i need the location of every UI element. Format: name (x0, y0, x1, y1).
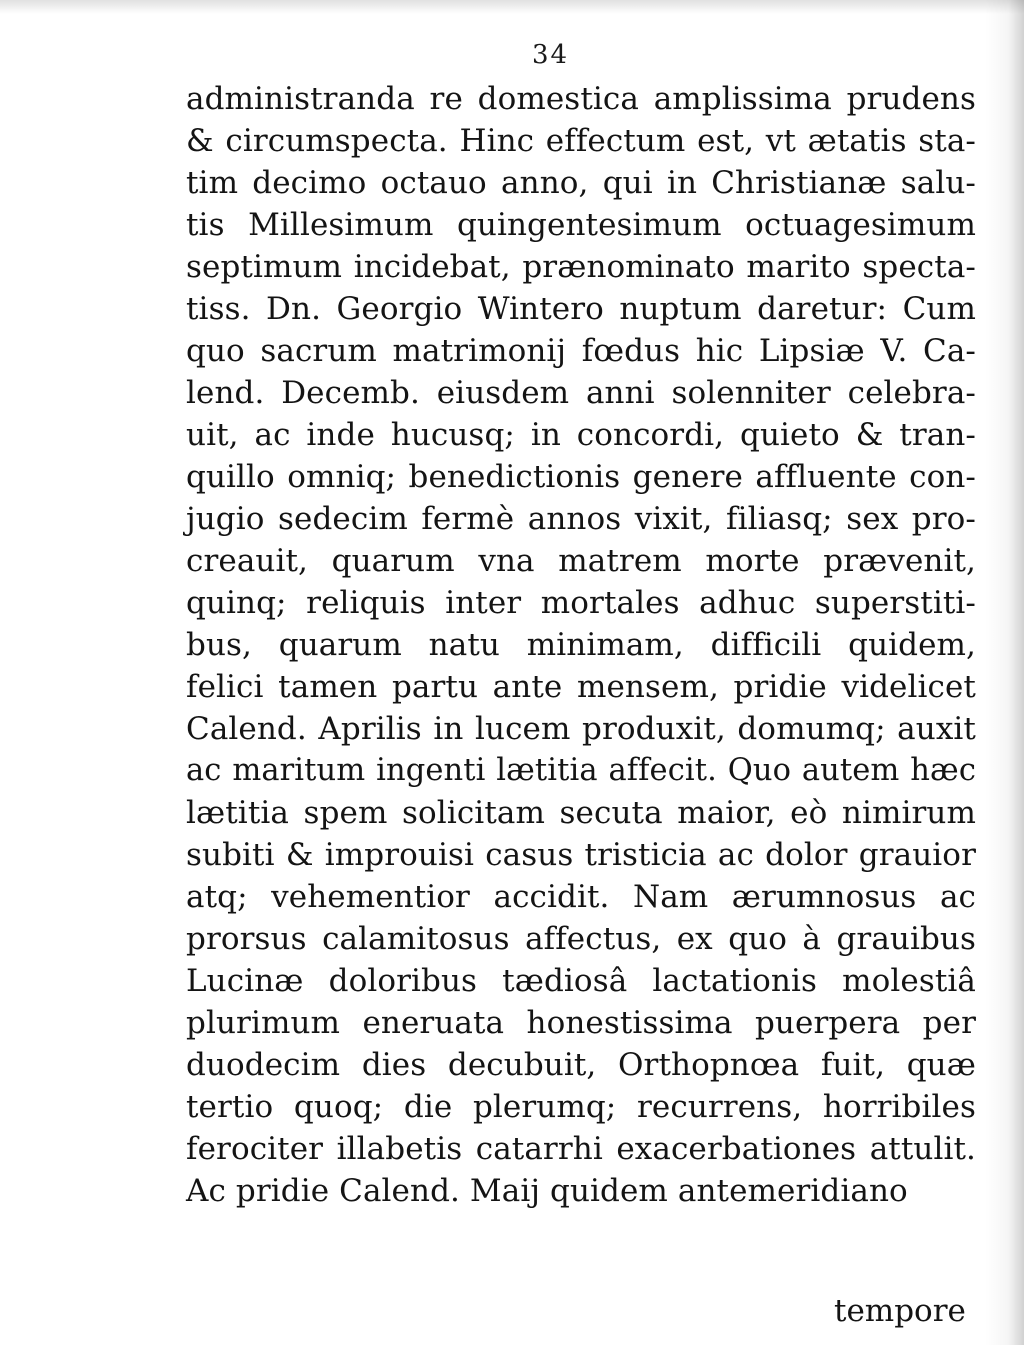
catchword: tempore (834, 1293, 966, 1329)
text-line: atq; vehementior accidit. Nam ærumnosus ac (186, 879, 976, 915)
text-line: ferociter illabetis catarrhi exacerbationes attulit. (186, 1131, 976, 1167)
text-line: Lucinæ doloribus tædiosâ lactationis molestiâ (186, 963, 976, 999)
text-line: lend. Decemb. eiusdem anni solenniter celebra- (186, 375, 976, 411)
text-line: tertio quoq; die plerumq; recurrens, horribiles (186, 1089, 976, 1125)
text-line: tiss. Dn. Georgio Wintero nuptum daretur: Cum (186, 291, 976, 327)
text-line: septimum incidebat, prænominato marito specta- (186, 249, 976, 285)
text-line: uit, ac inde hucusq; in concordi, quieto & tran- (186, 417, 976, 453)
text-line: Ac pridie Calend. Maij quidem antemeridiano (186, 1173, 908, 1209)
text-line: prorsus calamitosus affectus, ex quo à grauibus (186, 921, 976, 957)
text-line: tim decimo octauo anno, qui in Christianæ salu- (186, 165, 976, 201)
text-line: ac maritum ingenti lætitia affecit. Quo autem hæc (186, 753, 976, 788)
text-line: bus, quarum natu minimam, difficili quidem, (186, 627, 976, 663)
text-line: quillo omniq; benedictionis genere affluente con- (186, 459, 976, 495)
text-line: Calend. Aprilis in lucem produxit, domumq; auxit (186, 711, 976, 747)
text-line: quo sacrum matrimonij fœdus hic Lipsiæ V. Ca- (186, 333, 976, 369)
text-line: duodecim dies decubuit, Orthopnœa fuit, quæ (186, 1047, 976, 1083)
text-line: jugio sedecim fermè annos vixit, filiasq; sex pro- (186, 501, 976, 537)
body-text (186, 78, 976, 1212)
text-line: administranda re domestica amplissima prudens (186, 81, 976, 117)
text-line: quinq; reliquis inter mortales adhuc superstiti- (186, 585, 976, 621)
text-line: plurimum eneruata honestissima puerpera per (186, 1005, 976, 1041)
text-line: felici tamen partu ante mensem, pridie videlicet (186, 669, 976, 705)
page-number: 34 (532, 40, 570, 70)
text-line: tis Millesimum quingentesimum octuagesimum (186, 207, 976, 243)
text-line: creauit, quarum vna matrem morte prævenit, (186, 543, 976, 579)
text-line: & circumspecta. Hinc effectum est, vt ætatis sta- (186, 123, 976, 159)
text-line: subiti & improuisi casus tristicia ac dolor grauior (186, 837, 976, 873)
text-line: lætitia spem solicitam secuta maior, eò nimirum (186, 795, 976, 831)
